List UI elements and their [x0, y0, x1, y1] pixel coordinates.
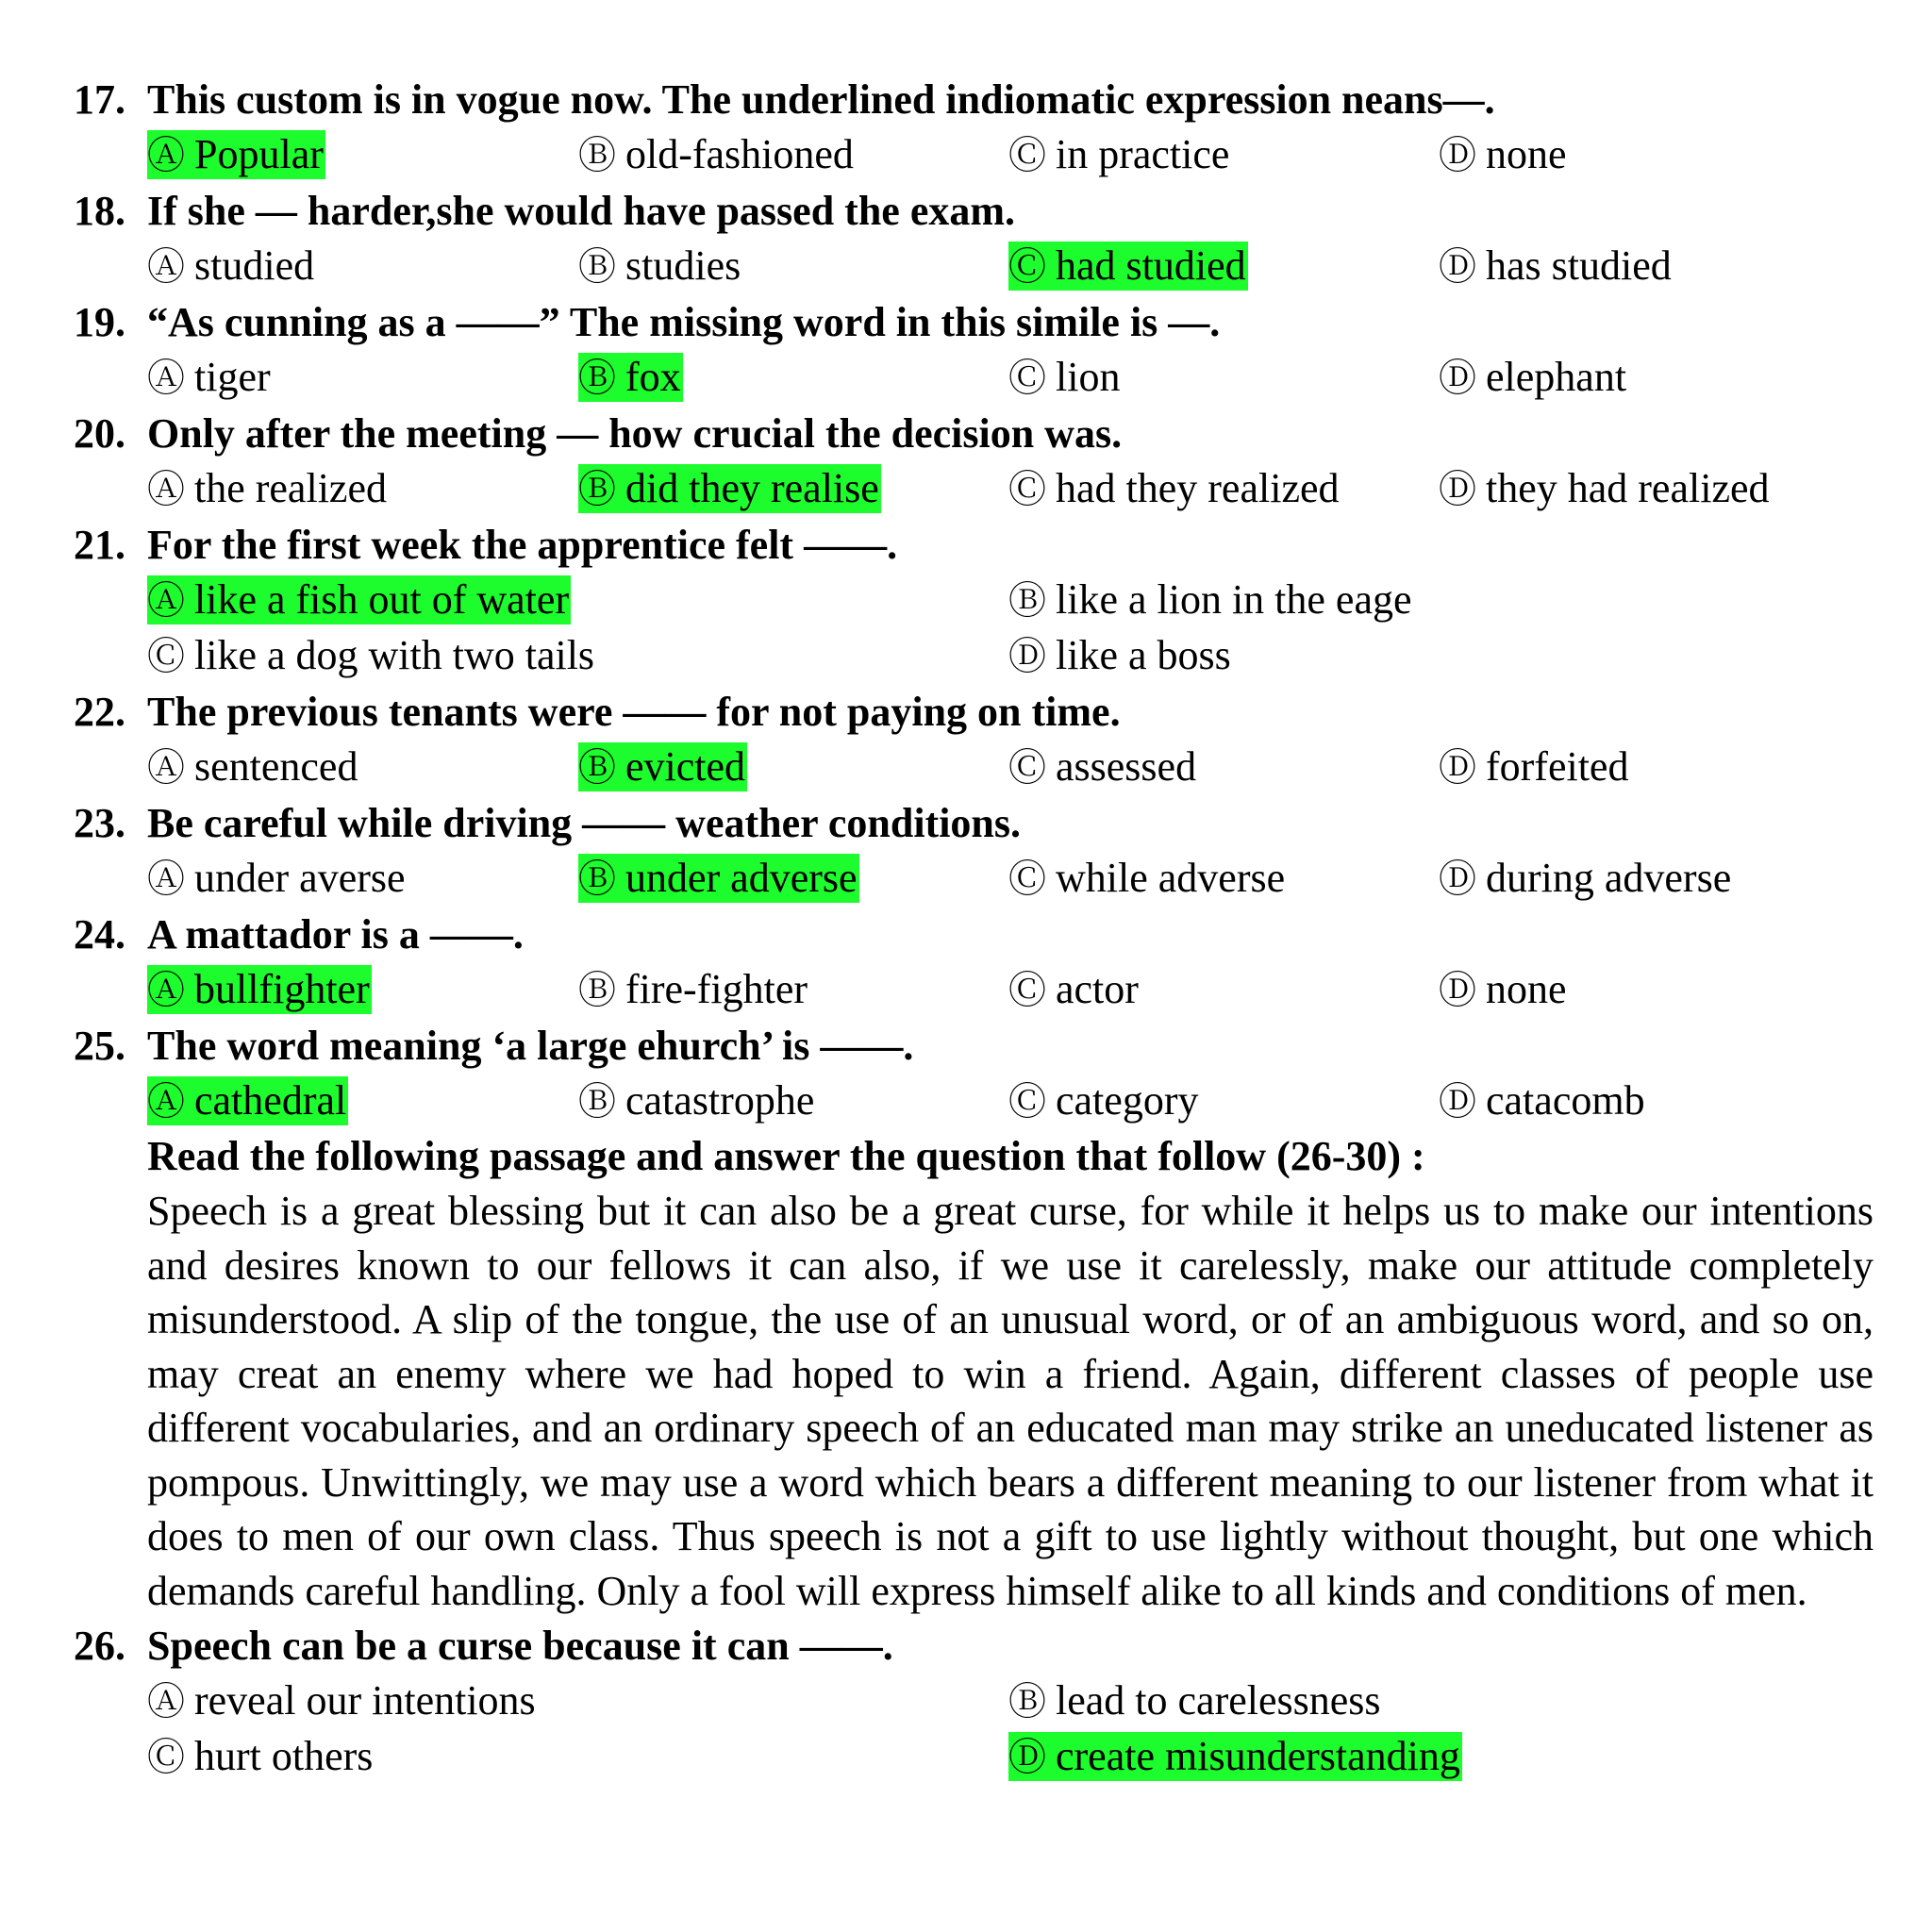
option-letter-icon: Ⓐ — [147, 746, 185, 790]
option-letter-icon: Ⓑ — [578, 969, 616, 1012]
option-text: category — [1056, 1077, 1199, 1124]
option-text: lead to carelessness — [1056, 1677, 1381, 1724]
option-text: studied — [194, 242, 315, 289]
question-text: A mattador is a ——. — [147, 911, 524, 958]
option-a-correct[interactable] — [147, 575, 571, 625]
option-c[interactable] — [1008, 353, 1122, 402]
option-d[interactable] — [1439, 464, 1772, 513]
option-c[interactable] — [1008, 742, 1198, 791]
question-stem — [74, 1618, 1885, 1674]
option-letter-icon: Ⓒ — [1008, 858, 1046, 901]
question-text: Only after the meeting — how crucial the decision was. — [147, 410, 1123, 457]
option-text: evicted — [625, 743, 746, 790]
option-letter-icon: Ⓑ — [1008, 1680, 1046, 1724]
option-text: studies — [625, 242, 741, 289]
option-c[interactable] — [1008, 464, 1341, 513]
option-text: under averse — [194, 855, 406, 901]
option-letter-icon: Ⓒ — [147, 1736, 185, 1779]
option-c[interactable] — [147, 631, 596, 680]
option-d[interactable] — [1439, 854, 1733, 903]
option-letter-icon: Ⓐ — [147, 357, 185, 400]
question-text: This custom is in vogue now. The underlined indiomatic expression neans—. — [147, 76, 1495, 123]
option-row — [74, 239, 1885, 294]
option-letter-icon: Ⓐ — [147, 245, 185, 289]
option-d[interactable] — [1439, 1076, 1647, 1125]
option-letter-icon: Ⓐ — [147, 969, 185, 1012]
option-c[interactable] — [1008, 854, 1287, 903]
option-letter-icon: Ⓑ — [578, 134, 616, 177]
option-text: old-fashioned — [625, 131, 854, 177]
option-letter-icon: Ⓒ — [1008, 1080, 1046, 1124]
option-letter-icon: Ⓓ — [1439, 858, 1476, 901]
passage-heading: Read the following passage and answer the question that follow (26-30) : — [147, 1133, 1425, 1179]
option-letter-icon: Ⓒ — [1008, 245, 1046, 289]
option-text: like a dog with two tails — [194, 632, 595, 678]
option-a-correct[interactable] — [147, 130, 325, 179]
questions-17-25 — [74, 72, 1885, 1129]
option-letter-icon: Ⓑ — [578, 468, 616, 511]
option-letter-icon: Ⓒ — [147, 635, 185, 678]
option-c[interactable] — [1008, 130, 1231, 179]
option-letter-icon: Ⓑ — [578, 858, 616, 901]
question-number: 21. — [74, 522, 125, 568]
option-letter-icon: Ⓑ — [1008, 579, 1046, 623]
option-row — [74, 1729, 1885, 1785]
option-text: catastrophe — [625, 1077, 815, 1124]
option-text: the realized — [194, 465, 387, 511]
option-b-correct[interactable] — [578, 353, 683, 402]
option-text: cathedral — [194, 1077, 347, 1124]
option-letter-icon: Ⓒ — [1008, 969, 1046, 1012]
option-letter-icon: Ⓓ — [1008, 635, 1046, 678]
option-text: in practice — [1056, 131, 1230, 177]
option-d[interactable] — [1439, 742, 1630, 791]
option-row — [74, 851, 1885, 907]
option-a-correct[interactable] — [147, 965, 372, 1014]
option-text: fire-fighter — [625, 966, 808, 1012]
option-d-correct[interactable] — [1008, 1732, 1462, 1781]
option-letter-icon: Ⓒ — [1008, 468, 1046, 511]
question-stem — [74, 684, 1885, 740]
option-text: tiger — [194, 354, 271, 400]
option-text: while adverse — [1056, 855, 1286, 901]
option-b-correct[interactable] — [578, 742, 747, 791]
question-sheet — [74, 72, 1885, 1785]
question-number: 17. — [74, 76, 125, 123]
option-b-correct[interactable] — [578, 854, 859, 903]
option-text: has studied — [1486, 242, 1672, 289]
option-b-correct[interactable] — [578, 464, 881, 513]
question-number: 18. — [74, 188, 125, 234]
option-text: assessed — [1056, 743, 1197, 790]
option-letter-icon: Ⓑ — [578, 245, 616, 289]
question-text: “As cunning as a ——” The missing word in this simile is —. — [147, 299, 1221, 345]
option-text: reveal our intentions — [194, 1677, 536, 1724]
option-c[interactable] — [147, 1732, 375, 1781]
option-row — [74, 350, 1885, 406]
option-text: like a lion in the eage — [1056, 576, 1412, 623]
option-row — [74, 1674, 1885, 1729]
option-c[interactable] — [1008, 965, 1141, 1014]
option-text: hurt others — [194, 1733, 374, 1779]
option-text: like a boss — [1056, 632, 1231, 678]
question-stem — [74, 406, 1885, 461]
option-text: they had realized — [1486, 465, 1770, 511]
question-text: The previous tenants were —— for not paying on time. — [147, 689, 1121, 735]
option-text: under adverse — [625, 855, 858, 901]
option-letter-icon: Ⓓ — [1439, 468, 1476, 511]
option-a[interactable] — [147, 854, 408, 903]
questions-after-passage — [74, 1618, 1885, 1785]
option-text: lion — [1056, 354, 1121, 400]
option-d[interactable] — [1439, 130, 1569, 179]
option-text: catacomb — [1486, 1077, 1645, 1124]
option-text: fox — [625, 354, 681, 400]
option-row — [74, 740, 1885, 795]
option-letter-icon: Ⓑ — [578, 357, 616, 400]
option-text: forfeited — [1486, 743, 1629, 790]
question-number: 20. — [74, 410, 125, 457]
option-letter-icon: Ⓓ — [1008, 1736, 1046, 1779]
question-stem — [74, 72, 1885, 127]
option-row — [74, 461, 1885, 517]
question-stem — [74, 517, 1885, 573]
question-text: For the first week the apprentice felt ——. — [147, 522, 898, 568]
option-c[interactable] — [1008, 1076, 1200, 1125]
option-letter-icon: Ⓐ — [147, 468, 185, 511]
option-letter-icon: Ⓓ — [1439, 134, 1476, 177]
question-text: Be careful while driving —— weather conditions. — [147, 800, 1022, 846]
question-stem — [74, 795, 1885, 851]
option-letter-icon: Ⓒ — [1008, 357, 1046, 400]
option-letter-icon: Ⓑ — [578, 1080, 616, 1124]
option-b[interactable] — [578, 1076, 816, 1125]
option-d[interactable] — [1008, 631, 1233, 680]
option-text: sentenced — [194, 743, 358, 790]
option-row — [74, 628, 1885, 684]
option-letter-icon: Ⓓ — [1439, 746, 1476, 790]
option-text: like a fish out of water — [194, 576, 570, 623]
option-letter-icon: Ⓒ — [1008, 746, 1046, 790]
option-text: actor — [1056, 966, 1139, 1012]
question-text: Speech can be a curse because it can ——. — [147, 1623, 893, 1669]
option-letter-icon: Ⓐ — [147, 858, 185, 901]
option-row — [74, 127, 1885, 183]
option-b[interactable] — [1008, 1676, 1383, 1725]
option-d[interactable] — [1439, 353, 1628, 402]
question-number: 24. — [74, 911, 125, 958]
option-row — [74, 962, 1885, 1018]
question-stem — [74, 907, 1885, 962]
option-text: create misunderstanding — [1056, 1733, 1460, 1779]
option-a[interactable] — [147, 742, 359, 791]
option-b[interactable] — [578, 965, 809, 1014]
question-stem — [74, 183, 1885, 239]
option-text: Popular — [194, 131, 324, 177]
passage-text: Speech is a great blessing but it can also be a great curse, for while it helps us to make our intentions and desires known to our fellows it can also, if we use it carelessly, make our attitude completely misunderstood. A slip of the tongue, the use of an unusual word, or of an ambiguous word, and so on, may creat an enemy where we had hoped to win a friend. Again, different classes of people use different vocabularies, and an ordinary speech of an educated man may strike an uneducated listener as pompous. Unwittingly, we may use a word which bears a different meaning to our listener from what it does to men of our own class. Thus speech is not a gift to use lightly without thought, but one which demands careful handling. Only a fool will express himself alike to all kinds and conditions of men. — [147, 1188, 1874, 1614]
option-c-correct[interactable] — [1008, 242, 1248, 291]
option-row — [74, 1074, 1885, 1129]
option-d[interactable] — [1439, 965, 1569, 1014]
option-letter-icon: Ⓓ — [1439, 1080, 1476, 1124]
option-a-correct[interactable] — [147, 1076, 348, 1125]
option-row — [74, 573, 1885, 628]
option-b[interactable] — [578, 130, 856, 179]
question-stem — [74, 1018, 1885, 1074]
option-letter-icon: Ⓓ — [1439, 969, 1476, 1012]
question-number: 23. — [74, 800, 125, 846]
option-letter-icon: Ⓐ — [147, 134, 185, 177]
option-a[interactable] — [147, 353, 273, 402]
option-a[interactable] — [147, 464, 389, 513]
option-text: had they realized — [1056, 465, 1340, 511]
question-number: 26. — [74, 1623, 125, 1669]
option-letter-icon: Ⓐ — [147, 1080, 185, 1124]
option-letter-icon: Ⓑ — [578, 746, 616, 790]
option-text: bullfighter — [194, 966, 370, 1012]
option-b[interactable] — [1008, 575, 1414, 625]
option-letter-icon: Ⓓ — [1439, 357, 1476, 400]
option-a[interactable] — [147, 242, 316, 291]
question-number: 25. — [74, 1023, 125, 1069]
option-letter-icon: Ⓒ — [1008, 134, 1046, 177]
option-text: none — [1486, 966, 1567, 1012]
option-letter-icon: Ⓓ — [1439, 245, 1476, 289]
question-text: The word meaning ‘a large ehurch’ is ——. — [147, 1023, 914, 1069]
question-text: If she — harder,she would have passed the exam. — [147, 188, 1016, 234]
option-letter-icon: Ⓐ — [147, 1680, 185, 1724]
option-text: had studied — [1056, 242, 1246, 289]
option-text: did they realise — [625, 465, 879, 511]
option-b[interactable] — [578, 242, 742, 291]
option-a[interactable] — [147, 1676, 538, 1725]
option-d[interactable] — [1439, 242, 1674, 291]
option-text: elephant — [1486, 354, 1627, 400]
question-stem — [74, 294, 1885, 350]
question-number: 22. — [74, 689, 125, 735]
question-number: 19. — [74, 299, 125, 345]
option-text: during adverse — [1486, 855, 1732, 901]
option-text: none — [1486, 131, 1567, 177]
option-letter-icon: Ⓐ — [147, 579, 185, 623]
